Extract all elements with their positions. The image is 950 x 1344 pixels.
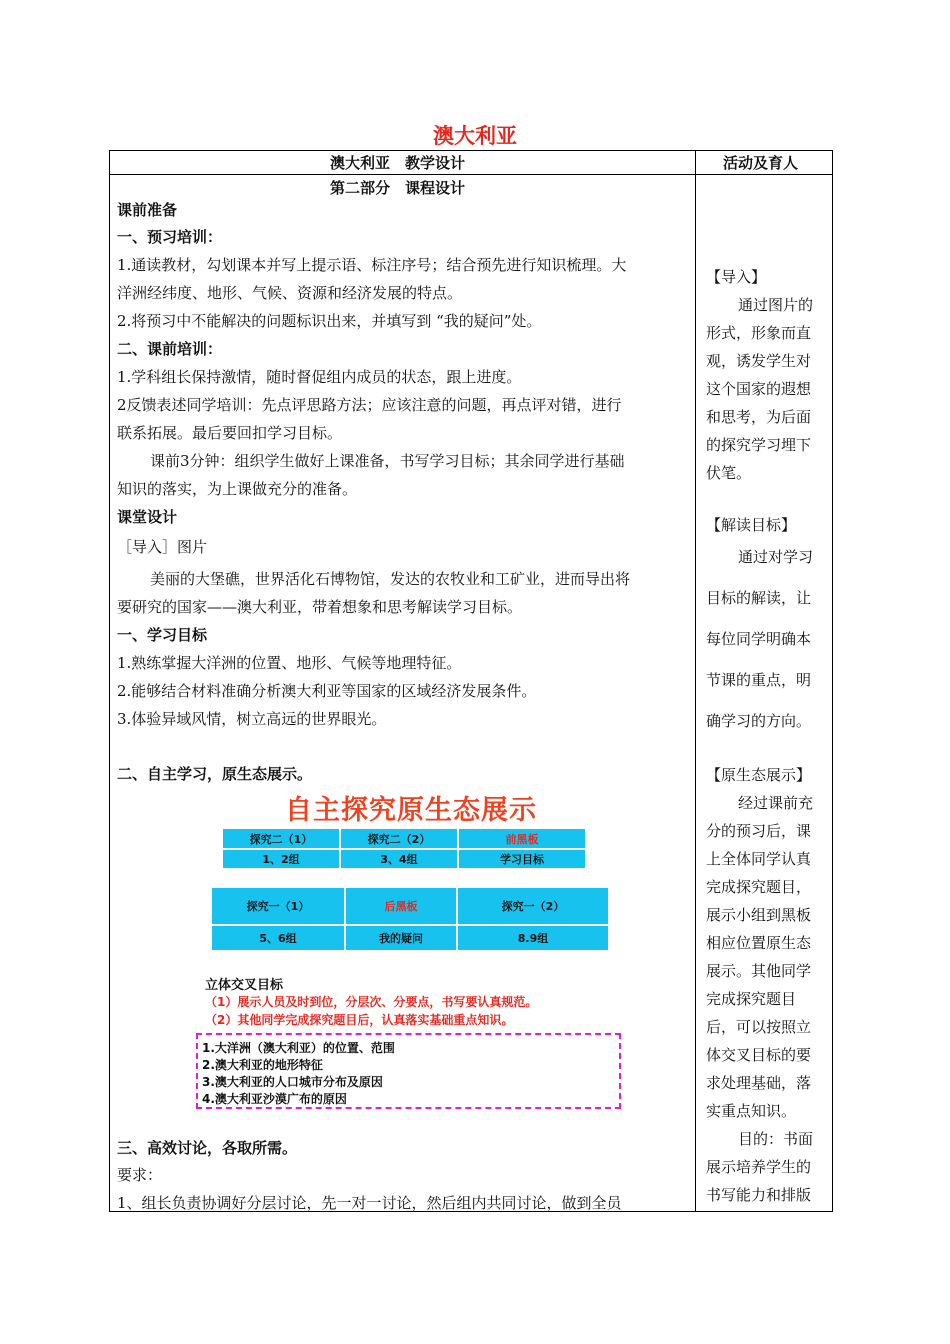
figure-title: 自主探究原生态展示 (285, 795, 537, 826)
focus-item-4: 4.澳大利亚沙漠广布的原因 (202, 1092, 347, 1106)
cell-bot-1-1: 探究一（1） (211, 887, 345, 925)
side-show-line: 上全体同学认真 (706, 850, 812, 868)
side-intro-line: 和思考，为后面 (706, 408, 812, 426)
s2-line5: 知识的落实，为上课做充分的准备。 (117, 480, 358, 498)
s2-line1: 1.学科组长保持激情，随时督促组内成员的状态，跟上进度。 (117, 368, 522, 386)
focus-item-3: 3.澳大利亚的人口城市分布及原因 (202, 1075, 383, 1089)
side-show-line: 体交叉目标的要 (706, 1046, 812, 1064)
side-show-line: 经过课前充 (738, 794, 814, 812)
side-intro-line: 这个国家的遐想 (706, 380, 812, 398)
side-intro-line: 通过图片的 (738, 296, 814, 314)
focus-item-1: 1.大洋洲（澳大利亚）的位置、范围 (202, 1041, 395, 1055)
goal-line1: 1.熟练掌握大洋洲的位置、地形、气候等地理特征。 (117, 654, 462, 672)
side-show-line: 展示培养学生的 (706, 1158, 812, 1176)
prep-heading: 课前准备 (117, 201, 178, 219)
intro-line2: 要研究的国家——澳大利亚，带着想象和思考解读学习目标。 (117, 598, 523, 616)
side-goal-line: 节课的重点，明 (706, 671, 812, 689)
side-show-line: 实重点知识。 (706, 1102, 797, 1120)
side-goal-tag: 【解读目标】 (706, 516, 797, 534)
focus-item-2: 2.澳大利亚的地形特征 (202, 1058, 323, 1072)
side-show-line: 完成探究题目， (706, 878, 812, 896)
header-left: 澳大利亚 教学设计 (330, 154, 466, 172)
side-goal-line: 每位同学明确本 (706, 630, 812, 648)
intro-label: ［导入］图片 (117, 538, 208, 556)
requirement-line1: 1、组长负责协调好分层讨论，先一对一讨论，然后组内共同讨论，做到全员 (117, 1194, 622, 1212)
side-show-tag: 【原生态展示】 (706, 766, 812, 784)
s2-line3: 联系拓展。最后要回扣学习目标。 (117, 424, 343, 442)
side-show-line: 相应位置原生态 (706, 934, 812, 952)
s2-line4: 课前3分钟：组织学生做好上课准备，书写学习目标；其余同学进行基础 (150, 452, 625, 470)
s2-line2: 2反馈表述同学培训：先点评思路方法；应该注意的问题，再点评对错，进行 (117, 396, 622, 414)
cell-top-2-3: 学习目标 (458, 849, 586, 869)
s1-line3: 2.将预习中不能解决的问题标识出来，并填写到 “我的疑问”处。 (117, 312, 542, 330)
self-study-heading: 二、自主学习，原生态展示。 (117, 765, 313, 783)
side-goal-line: 目标的解读，让 (706, 589, 812, 607)
side-intro-line: 形式，形象而直 (706, 324, 812, 342)
s1-line1: 1.通读教材，勾划课本并写上提示语、标注序号；结合预先进行知识梳理。大 (117, 256, 627, 274)
cell-bot-2-3: 8.9组 (457, 925, 609, 951)
cell-top-2-1: 1、2组 (222, 849, 340, 869)
cell-top-2-2: 3、4组 (340, 849, 458, 869)
discussion-heading: 三、高效讨论，各取所需。 (117, 1139, 298, 1157)
part-title: 第二部分 课程设计 (330, 179, 466, 197)
cell-bot-2-1: 5、6组 (211, 925, 345, 951)
side-intro-line: 伏笔。 (706, 464, 752, 482)
cell-top-1-3: 前黑板 (458, 828, 586, 849)
cross-line2: （2）其他同学完成探究题目后，认真落实基础重点知识。 (205, 1013, 514, 1027)
page-title: 澳大利亚 (433, 124, 517, 148)
requirement-label: 要求： (117, 1166, 163, 1184)
side-show-line: 展示。其他同学 (706, 962, 812, 980)
intro-line1: 美丽的大堡礁，世界活化石博物馆，发达的农牧业和工矿业，进而导出将 (150, 570, 631, 588)
s1-heading: 一、预习培训： (117, 228, 223, 246)
header-divider (109, 174, 833, 175)
side-goal-line: 确学习的方向。 (706, 712, 812, 730)
cell-bot-1-3: 探究一（2） (457, 887, 609, 925)
column-divider (695, 150, 696, 1212)
side-intro-line: 观，诱发学生对 (706, 352, 812, 370)
side-show-line: 后，可以按照立 (706, 1018, 812, 1036)
cell-top-1-1: 探究二（1） (222, 828, 340, 849)
s2-heading: 二、课前培训： (117, 340, 223, 358)
side-intro-line: 的探究学习埋下 (706, 436, 812, 454)
header-right: 活动及育人 (723, 154, 799, 172)
cell-top-1-2: 探究二（2） (340, 828, 458, 849)
side-show-line: 分的预习后，课 (706, 822, 812, 840)
cell-bot-1-2: 后黑板 (345, 887, 457, 925)
goal-line2: 2.能够结合材料准确分析澳大利亚等国家的区域经济发展条件。 (117, 682, 537, 700)
goal-heading: 一、学习目标 (117, 626, 208, 644)
side-show-line: 书写能力和排版 (706, 1186, 812, 1204)
goal-line3: 3.体验异域风情，树立高远的世界眼光。 (117, 710, 387, 728)
cell-bot-2-2: 我的疑问 (345, 925, 457, 951)
side-goal-line: 通过对学习 (738, 548, 814, 566)
side-intro-tag: 【导入】 (706, 268, 767, 286)
side-show-line: 求处理基础，落 (706, 1074, 812, 1092)
side-show-line: 展示小组到黑板 (706, 906, 812, 924)
cross-line1: （1）展示人员及时到位，分层次、分要点，书写要认真规范。 (205, 995, 538, 1009)
cross-title: 立体交叉目标 (205, 978, 284, 993)
class-heading: 课堂设计 (117, 508, 178, 526)
s1-line2: 洋洲经纬度、地形、气候、资源和经济发展的特点。 (117, 284, 463, 302)
side-show-line: 目的：书面 (738, 1130, 814, 1148)
side-show-line: 完成探究题目 (706, 990, 797, 1008)
